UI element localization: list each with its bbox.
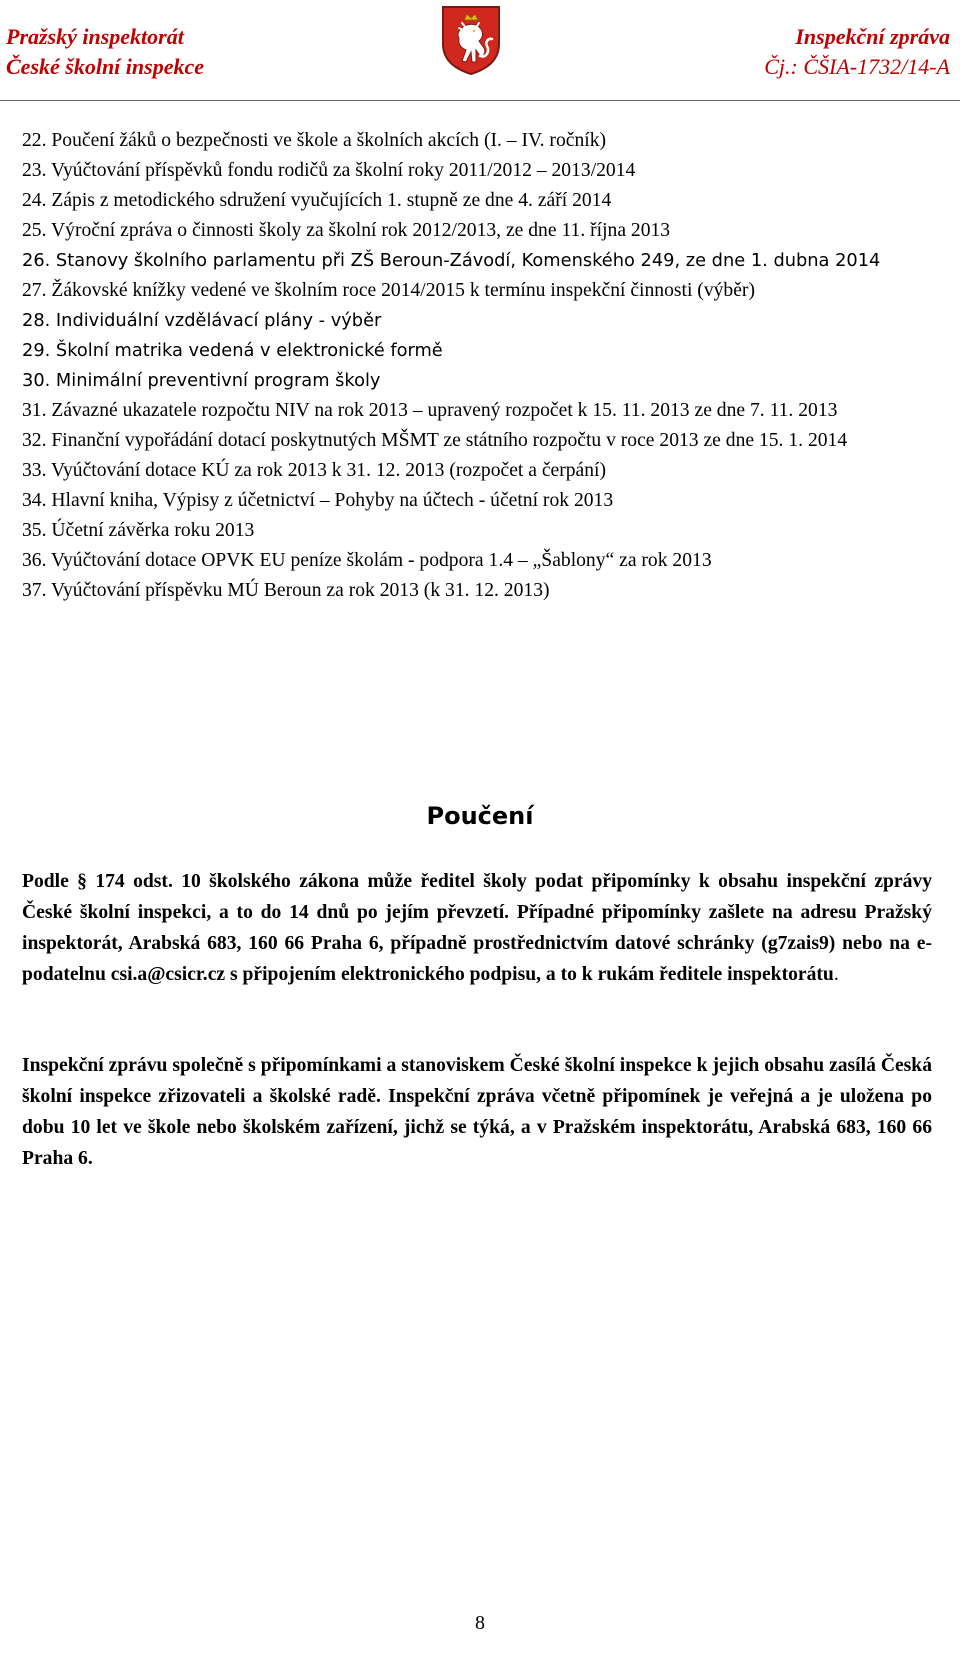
header-document-info — [764, 22, 950, 82]
notice-paragraph-2: Inspekční zprávu společně s připomínkami a stanoviskem České školní inspekce k jejich obsahu zasílá Česká školní inspekce zřizovateli a školské radě. Inspekční zpráva včetně připomínek je veřejná a je uložena po dobu 10 let ve škole nebo školském zařízení, jichž se týká, a v Pražském inspektorátu, Arabská 683, 160 66 Praha 6. — [22, 1055, 932, 1169]
page-number: 8 — [475, 1612, 485, 1634]
list-item: 35. Účetní závěrka roku 2013 — [22, 520, 255, 541]
header-divider — [0, 100, 960, 101]
header-doc-title: Inspekční zpráva — [795, 24, 950, 49]
czech-coat-of-arms-icon — [440, 4, 502, 76]
list-item: 24. Zápis z metodického sdružení vyučujících 1. stupně ze dne 4. září 2014 — [22, 190, 612, 211]
list-item: 30. Minimální preventivní program školy — [22, 370, 381, 391]
page-header — [0, 0, 960, 100]
list-item: 29. Školní matrika vedená v elektronické formě — [22, 340, 443, 361]
attachment-list — [22, 126, 932, 606]
list-item: 32. Finanční vypořádání dotací poskytnutých MŠMT ze státního rozpočtu v roce 2013 ze dne 15. 1. 2014 — [22, 430, 848, 451]
notice-paragraph-1-text: Podle § 174 odst. 10 školského zákona může ředitel školy podat připomínky k obsahu inspekční zprávy České školní inspekci, a to do 14 dnů po jejím převzetí. Případné připomínky zašlete na adresu Pražský inspektorát, Arabská 683, 160 66 Praha 6, případně prostřednictvím datové schránky (g7zais9) nebo na e-podatelnu csi.a@csicr.cz s připojením elektronického podpisu, a to k rukám ředitele inspektorátu — [22, 871, 932, 985]
notice-paragraph-1-tail: . — [833, 964, 839, 985]
list-item: 28. Individuální vzdělávací plány - výběr — [22, 310, 382, 331]
notice-heading: Poučení — [426, 802, 534, 830]
list-item: 33. Vyúčtování dotace KÚ za rok 2013 k 31. 12. 2013 (rozpočet a čerpání) — [22, 460, 607, 481]
header-organization — [6, 22, 204, 82]
list-item: 23. Vyúčtování příspěvků fondu rodičů za školní roky 2011/2012 – 2013/2014 — [22, 160, 636, 181]
list-item: 25. Výroční zpráva o činnosti školy za školní rok 2012/2013, ze dne 11. října 2013 — [22, 220, 671, 241]
list-item: 37. Vyúčtování příspěvku MÚ Beroun za rok 2013 (k 31. 12. 2013) — [22, 580, 550, 601]
header-ref-number: Čj.: ČŠIA-1732/14-A — [764, 54, 950, 79]
list-item: 34. Hlavní kniha, Výpisy z účetnictví – Pohyby na účtech - účetní rok 2013 — [22, 490, 614, 511]
notice-paragraph-1 — [22, 866, 932, 990]
list-item: 31. Závazné ukazatele rozpočtu NIV na rok 2013 – upravený rozpočet k 15. 11. 2013 ze dne 7. 11. 2013 — [22, 400, 838, 421]
header-org-line1: Pražský inspektorát — [6, 24, 184, 49]
list-item: 27. Žákovské knížky vedené ve školním roce 2014/2015 k termínu inspekční činnosti (výběr) — [22, 280, 755, 301]
header-org-line2: České školní inspekce — [6, 54, 204, 79]
list-item: 36. Vyúčtování dotace OPVK EU peníze školám - podpora 1.4 – „Šablony“ za rok 2013 — [22, 550, 712, 571]
list-item: 22. Poučení žáků o bezpečnosti ve škole a školních akcích (I. – IV. ročník) — [22, 130, 607, 151]
list-item: 26. Stanovy školního parlamentu při ZŠ Beroun-Závodí, Komenského 249, ze dne 1. dubna 2014 — [22, 250, 881, 271]
